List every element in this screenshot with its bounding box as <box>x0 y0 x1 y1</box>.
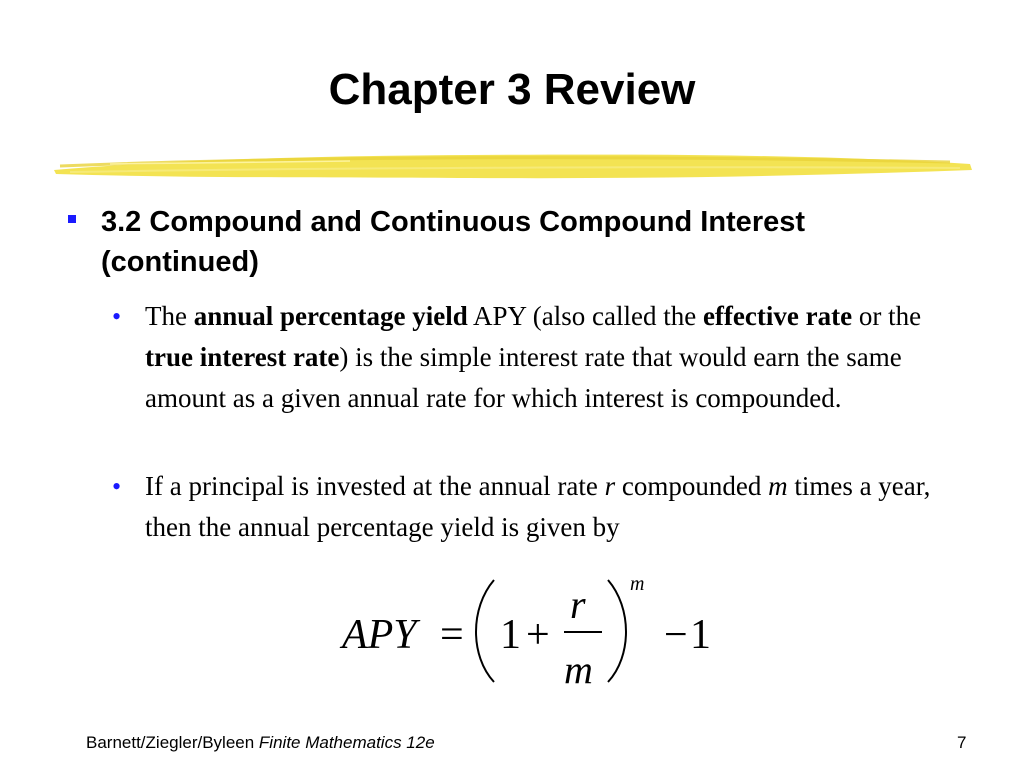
square-bullet-icon <box>68 215 76 223</box>
right-paren <box>608 580 626 682</box>
footer-citation: Barnett/Ziegler/Byleen Finite Mathematics 12e <box>86 733 435 752</box>
formula-equals: = <box>440 612 464 658</box>
bullet-text: The annual percentage yield APY (also called the effective rate or the true interest rate) is the simple interest rate that would earn the same amount as a given annual rate for which interest is compounded. <box>145 301 922 413</box>
formula-exponent: m <box>630 573 645 595</box>
formula-one: 1 <box>500 612 521 658</box>
round-bullet-icon: • <box>112 472 122 501</box>
left-paren <box>476 580 494 682</box>
bullet-text: If a principal is invested at the annual rate r compounded m times a year, then the annual percentage yield is given by <box>145 471 931 542</box>
bullet-apy-definition <box>112 296 932 419</box>
formula-denominator: m <box>564 647 593 692</box>
yellow-underline-stroke <box>50 146 976 186</box>
formula-one-final: 1 <box>690 612 711 658</box>
formula-plus: + <box>526 612 550 658</box>
section-heading-text: 3.2 Compound and Continuous Compound Interest (continued) <box>101 206 806 278</box>
apy-formula <box>330 568 730 693</box>
formula-minus: − <box>664 612 688 658</box>
formula-lhs: APY <box>342 612 417 658</box>
slide-title: Chapter 3 Review <box>328 65 696 114</box>
round-bullet-icon: • <box>112 302 122 331</box>
formula-numerator: r <box>570 582 586 627</box>
bullet-apy-formula-intro <box>112 466 932 548</box>
page-number: 7 <box>957 733 967 752</box>
